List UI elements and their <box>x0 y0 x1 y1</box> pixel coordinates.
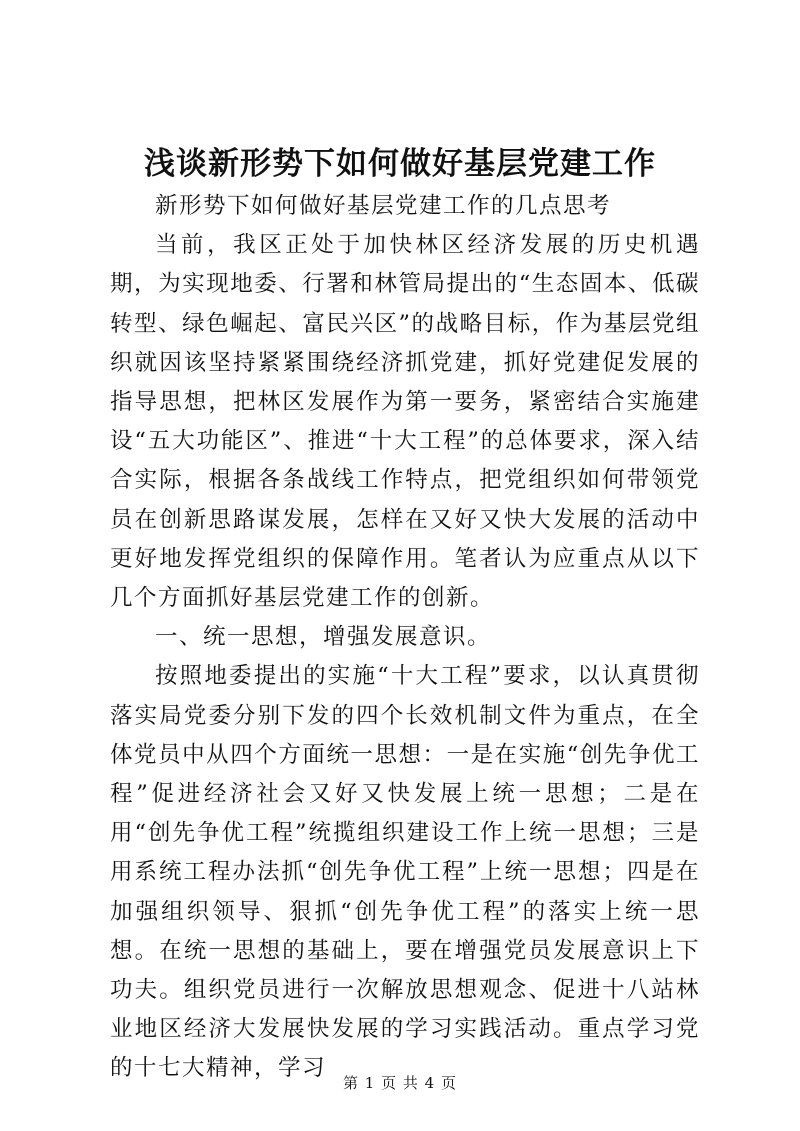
document-title: 浅谈新形势下如何做好基层党建工作 <box>144 146 656 182</box>
body-paragraph: 按照地委提出的实施“十大工程”要求，以认真贯彻落实局党委分别下发的四个长效机制文件为重点，在全体党员中从四个方面统一思想：一是在实施“创先争优工程”促进经济社会又好又快发展上统一思想；二是在用“创先争优工程”统揽组织建设工作上统一思想；三是用系统工程办法抓“创先争优工程”上统一思想；四是在加强组织领导、狠抓“创先争优工程”的落实上统一思想。在统一思想的基础上，要在增强党员发展意识上下功夫。组织党员进行一次解放思想观念、促进十八站林业地区经济大发展快发展的学习实践活动。重点学习党的十七大精神，学习 <box>110 663 700 1082</box>
body-paragraph: 当前，我区正处于加快林区经济发展的历史机遇期，为实现地委、行署和林管局提出的“生态固本、低碳转型、绿色崛起、富民兴区”的战略目标，作为基层党组织就因该坚持紧紧围绕经济抓党建，抓好党建促发展的指导思想，把林区发展作为第一要务，紧密结合实施建设“五大功能区”、推进“十大工程”的总体要求，深入结合实际，根据各条战线工作特点，把党组织如何带领党员在创新思路谋发展，怎样在又好又快大发展的活动中更好地发挥党组织的保障作用。笔者认为应重点从以下几个方面抓好基层党建工作的创新。 <box>110 232 700 612</box>
page-footer: 第 1 页 共 4 页 <box>343 1074 457 1092</box>
section-heading: 一、统一思想，增强发展意识。 <box>155 624 492 651</box>
document-body <box>110 187 700 1089</box>
subtitle-paragraph: 新形势下如何做好基层党建工作的几点思考 <box>155 193 612 219</box>
